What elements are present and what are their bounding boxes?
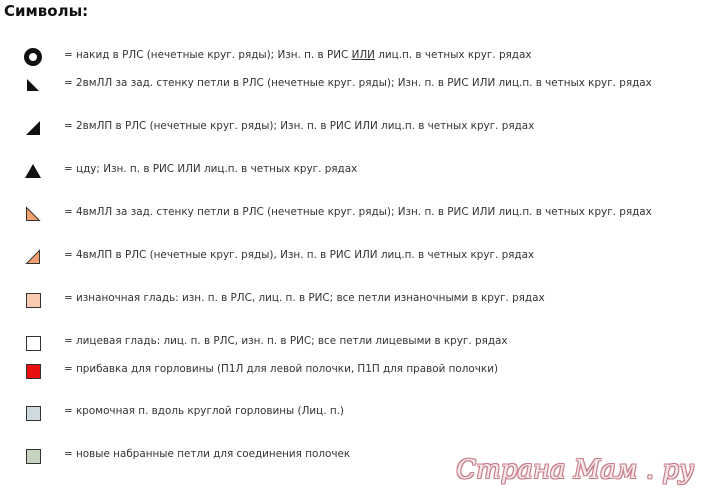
ring-icon [22, 46, 44, 68]
site-watermark: Страна Мам . ру [456, 455, 694, 485]
legend-row-4-together-right [0, 245, 706, 269]
triangle-right-orange-icon [22, 246, 44, 268]
triangle-right-icon [22, 117, 44, 139]
legend-row-edge-stitch [0, 401, 706, 425]
peach-square-icon [22, 289, 44, 311]
legend-text: = прибавка для горловины (П1Л для левой полочки, П1П для правой полочки) [64, 363, 499, 375]
legend-text: = цду; Изн. п. в РИС ИЛИ лиц.п. в четных круг. рядах [64, 163, 358, 175]
legend-row-yarn-over [0, 45, 706, 69]
triangle-up-icon [22, 160, 44, 182]
lightblue-square-icon [22, 402, 44, 424]
legend-text: = 4вмЛП в РЛС (нечетные круг. ряды), Изн. п. в РИС ИЛИ лиц.п. в четных круг. рядах [64, 249, 535, 261]
legend-text: = 2вмЛП в РЛС (нечетные круг. ряды); Изн. п. в РИС ИЛИ лиц.п. в четных круг. рядах [64, 120, 535, 132]
triangle-left-orange-icon [22, 203, 44, 225]
legend-text: = кромочная п. вдоль круглой горловины (Лиц. п.) [64, 405, 344, 417]
legend-text: = накид в РЛС (нечетные круг. ряды); Изн. п. в РИС ИЛИ лиц.п. в четных круг. рядах [64, 49, 532, 61]
legend-text: = изнаночная гладь: изн. п. в РЛС, лиц. п. в РИС; все петли изнаночными в круг. рядах [64, 292, 545, 304]
legend-title: Символы: [4, 2, 89, 20]
legend-text: = новые набранные петли для соединения полочек [64, 448, 351, 460]
legend-text: = 2вмЛЛ за зад. стенку петли в РЛС (нечетные круг. ряды); Изн. п. в РИС ИЛИ лиц.п. в четных круг. рядах [64, 77, 652, 89]
legend-row-neck-increase [0, 359, 706, 383]
red-square-icon [22, 360, 44, 382]
legend-row-reverse-stockinette [0, 288, 706, 312]
legend-text: = 4вмЛЛ за зад. стенку петли в РЛС (нечетные круг. ряды); Изн. п. в РИС ИЛИ лиц.п. в четных круг. рядах [64, 206, 652, 218]
legend-text: = лицевая гладь: лиц. п. в РЛС, изн. п. в РИС; все петли лицевыми в круг. рядах [64, 335, 508, 347]
legend-row-central-decrease [0, 159, 706, 183]
white-square-icon [22, 332, 44, 354]
legend-row-stockinette [0, 331, 706, 355]
legend-row-2-together-left [0, 73, 706, 97]
legend-row-4-together-left [0, 202, 706, 226]
legend-row-2-together-right [0, 116, 706, 140]
triangle-left-icon [22, 74, 44, 96]
sage-square-icon [22, 445, 44, 467]
